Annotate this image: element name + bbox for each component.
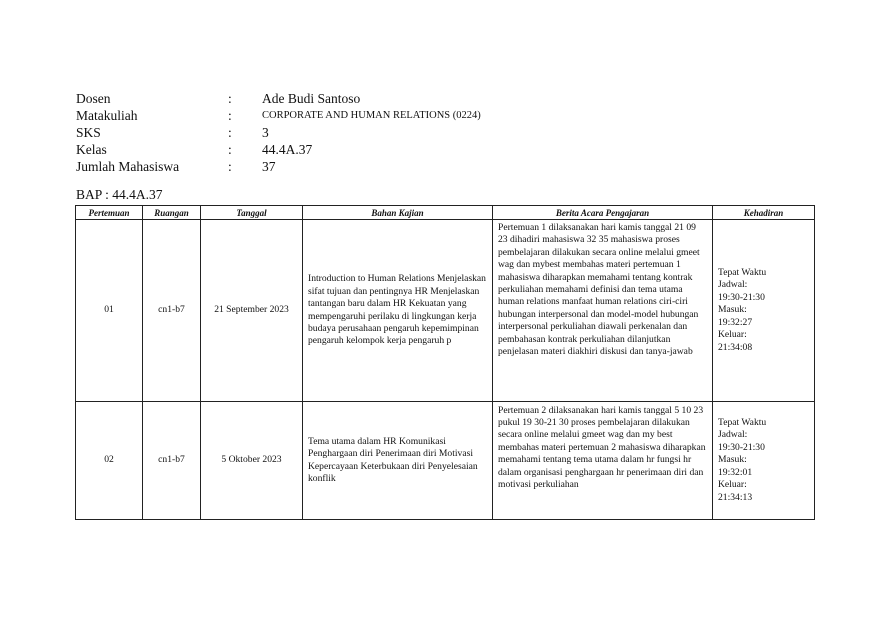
kehadiran-keluar-label: Keluar:: [718, 329, 747, 341]
cell-pertemuan: 02: [76, 402, 143, 520]
column-header-tanggal: Tanggal: [201, 206, 303, 220]
table-row: [76, 402, 815, 520]
cell-berita-acara: [493, 220, 713, 402]
bap-table: [75, 205, 815, 520]
cell-ruangan: cn1-b7: [143, 220, 201, 402]
info-separator: :: [228, 159, 232, 174]
info-row-jumlah-mahasiswa: [76, 158, 481, 175]
kehadiran-jadwal: 19:30-21:30: [718, 441, 765, 453]
cell-kehadiran: [713, 402, 815, 520]
kehadiran-masuk: 19:32:27: [718, 316, 753, 328]
info-label: Kelas: [76, 142, 107, 157]
info-label: SKS: [76, 125, 101, 140]
info-row-matakuliah: [76, 107, 481, 124]
cell-tanggal: 5 Oktober 2023: [201, 402, 303, 520]
info-separator: :: [228, 142, 232, 157]
info-separator: :: [228, 125, 232, 140]
info-value: 3: [262, 125, 269, 140]
column-header-pertemuan: Pertemuan: [76, 206, 143, 220]
column-header-bahan-kajian: Bahan Kajian: [303, 206, 493, 220]
info-separator: :: [228, 91, 232, 106]
info-value: CORPORATE AND HUMAN RELATIONS (0224): [262, 110, 481, 121]
info-label: Dosen: [76, 91, 111, 106]
info-value: 37: [262, 159, 276, 174]
bap-title: BAP : 44.4A.37: [76, 187, 163, 202]
cell-berita-acara: [493, 402, 713, 520]
kehadiran-keluar: 21:34:13: [718, 491, 753, 503]
kehadiran-keluar-label: Keluar:: [718, 479, 747, 491]
cell-ruangan: cn1-b7: [143, 402, 201, 520]
berita-text: Pertemuan 1 dilaksanakan hari kamis tanggal 21 09 23 dihadiri mahasiswa 32 35 mahasiswa proses pembelajaran dilakukan secara online melalui gmeet wag dan mybest membahas materi pertemuan 1 mahasiswa diharapkan memahami tentang kontrak perkuliahan memahami definisi dan tema utama human relations manfaat human relations ciri-ciri hubungan interpersonal dan model-model hubungan interpersonal perkuliahan diawali perkenalan dan pembahasan kontrak perkuliahan dilanjutkan penjelasan materi diakhiri diskusi dan tanya-jawab: [498, 222, 700, 358]
info-value: Ade Budi Santoso: [262, 91, 361, 106]
column-header-berita-acara: Berita Acara Pengajaran: [493, 206, 713, 220]
course-info: [76, 90, 481, 175]
kehadiran-status: Tepat Waktu: [718, 267, 767, 279]
kehadiran-masuk: 19:32:01: [718, 466, 753, 478]
column-header-ruangan: Ruangan: [143, 206, 201, 220]
cell-pertemuan: 01: [76, 220, 143, 402]
cell-kehadiran: [713, 220, 815, 402]
column-header-kehadiran: Kehadiran: [713, 206, 815, 220]
cell-bahan-kajian: Introduction to Human Relations Menjelaskan sifat tujuan dan pentingnya HR Menjelaskan tantangan baru dalam HR Kekuatan yang mempengaruhi perilaku di lingkungan kerja budaya perusahaan pengaruh kepemimpinan pengaruh kelompok kerja pengaruh p: [303, 220, 493, 402]
kehadiran-jadwal: 19:30-21:30: [718, 291, 765, 303]
info-label: Jumlah Mahasiswa: [76, 159, 180, 174]
info-label: Matakuliah: [76, 108, 138, 123]
info-row-sks: [76, 124, 481, 141]
kehadiran-status: Tepat Waktu: [718, 417, 767, 429]
cell-bahan-kajian: Tema utama dalam HR Komunikasi Penghargaan diri Penerimaan diri Motivasi Kepercayaan Keterbukaan diri Penyelesaian konflik: [303, 402, 493, 520]
info-row-dosen: [76, 90, 481, 107]
info-value: 44.4A.37: [262, 142, 313, 157]
info-separator: :: [228, 108, 232, 123]
kehadiran-masuk-label: Masuk:: [718, 304, 747, 316]
kehadiran-keluar: 21:34:08: [718, 341, 753, 353]
info-row-kelas: [76, 141, 481, 158]
kehadiran-jadwal-label: Jadwal:: [718, 279, 748, 291]
kehadiran-jadwal-label: Jadwal:: [718, 429, 748, 441]
berita-text: Pertemuan 2 dilaksanakan hari kamis tanggal 5 10 23 pukul 19 30-21 30 proses pembelajaran dilakukan secara online melalui gmeet wag dan my best membahas materi pertemuan 2 mahasiswa diharapkan memahami tentang tema utama dalam hr fungsi hr dalam organisasi penghargaan hr penerimaan diri dan motivasi perkuliahan: [498, 404, 706, 490]
table-row: [76, 220, 815, 402]
table-header-row: [76, 206, 815, 220]
cell-tanggal: 21 September 2023: [201, 220, 303, 402]
kehadiran-masuk-label: Masuk:: [718, 454, 747, 466]
